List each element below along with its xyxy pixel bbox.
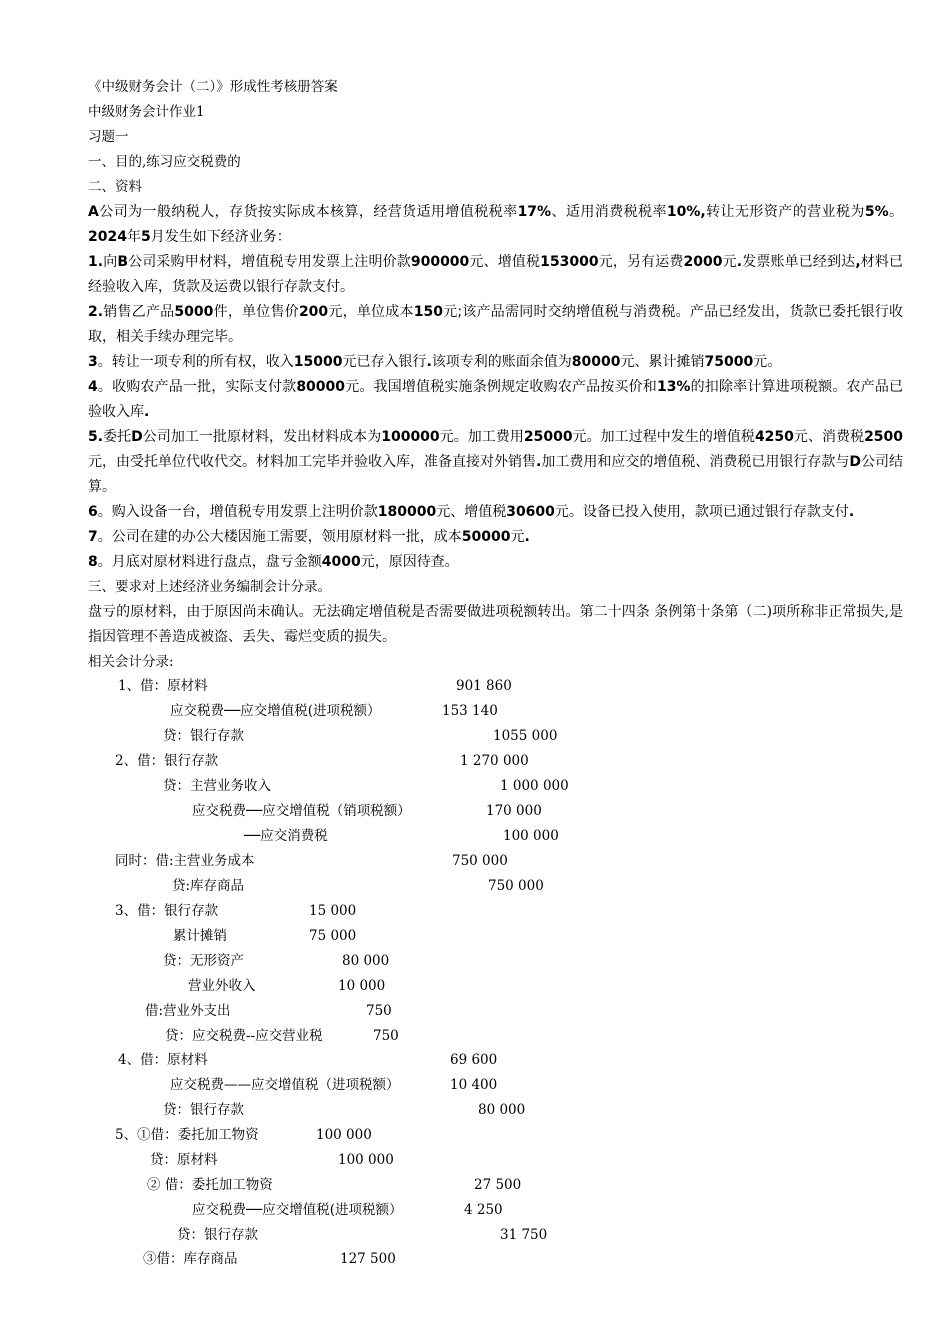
entry-5b-tax-label: 应交税费──应交增值税(进项税额） <box>192 1202 403 1218</box>
entry-5b-tax-amount: 4 250 <box>464 1202 503 1218</box>
entry-2-debit-amount: 1 270 000 <box>460 753 529 769</box>
business-item-5: 5.委托D公司加工一批原材料，发出材料成本为100000元。加工费用25000元。加工过程中发生的增值税4250元、消费税2500元，由受托单位代收代交。材料加工完毕并验收入库，准备直接对外销售.加工费用和应交的增值税、消费税已用银行存款与D公司结算。 <box>88 429 904 495</box>
entry-3-intangible-amount: 80 000 <box>342 953 390 969</box>
entry-3-debit-amount: 15 000 <box>309 903 357 919</box>
entry-2-revenue-label: 贷：主营业务收入 <box>163 778 271 794</box>
entry-1-debit-amount: 901 860 <box>456 678 512 694</box>
entry-4-debit-label: 4、借：原材料 <box>118 1052 208 1068</box>
entry-3-debit-label: 3、借：银行存款 <box>115 903 219 919</box>
entry-1-debit-label: 1、借：原材料 <box>118 678 208 694</box>
entry-4-tax-label: 应交税费——应交增值税（进项税额） <box>170 1077 400 1093</box>
entry-5a-credit-label: 贷：原材料 <box>150 1152 218 1168</box>
exercise-heading: 习题一 <box>88 129 129 145</box>
entry-1-credit-label: 贷：银行存款 <box>163 728 244 744</box>
entry-3-business-tax-label: 贷：应交税费--应交营业税 <box>165 1028 323 1044</box>
business-item-8: 8。月底对原材料进行盘点，盘亏金额4000元，原因待查。 <box>88 554 459 570</box>
entry-3-intangible-label: 贷：无形资产 <box>163 953 244 969</box>
entry-2-cost-label: 同时：借:主营业务成本 <box>115 853 255 869</box>
inventory-loss-note: 盘亏的原材料，由于原因尚未确认。无法确定增值税是否需要做进项税额转出。第二十四条 条例第十条第（二)项所称非正常损失,是指因管理不善造成被盗、丢失、霉烂变质的损失。 <box>88 604 903 645</box>
entry-2-inventory-label: 贷:库存商品 <box>172 878 245 894</box>
entry-4-credit-label: 贷：银行存款 <box>163 1102 244 1118</box>
entry-4-credit-amount: 80 000 <box>478 1102 526 1118</box>
materials-intro: A公司为一般纳税人，存货按实际成本核算，经营货适用增值税税率17%、适用消费税税率10%,转让无形资产的营业税为5%。2024年5月发生如下经济业务： <box>88 204 904 245</box>
entry-5b-credit-label: 贷：银行存款 <box>177 1227 258 1243</box>
entry-3-nonop-expense-label: 借:营业外支出 <box>145 1003 231 1019</box>
entry-3-nonop-income-label: 营业外收入 <box>188 978 256 994</box>
entry-3-nonop-income-amount: 10 000 <box>338 978 386 994</box>
requirement-heading: 三、要求对上述经济业务编制会计分录。 <box>88 579 331 595</box>
entry-3-amortization-label: 累计摊销 <box>173 928 227 944</box>
entry-5a-credit-amount: 100 000 <box>338 1152 394 1168</box>
entry-1-credit-amount: 1055 000 <box>493 728 558 744</box>
entry-2-cost-amount: 750 000 <box>452 853 508 869</box>
entry-2-debit-label: 2、借：银行存款 <box>115 753 219 769</box>
entry-5a-debit-label: 5、①借：委托加工物资 <box>115 1127 259 1143</box>
purpose-heading: 一、目的,练习应交税费的 <box>88 154 241 170</box>
entry-5b-credit-amount: 31 750 <box>500 1227 548 1243</box>
entry-5a-debit-amount: 100 000 <box>316 1127 372 1143</box>
entry-5c-debit-amount: 127 500 <box>340 1251 396 1267</box>
entry-3-amortization-amount: 75 000 <box>309 928 357 944</box>
entry-2-inventory-amount: 750 000 <box>488 878 544 894</box>
entry-2-vat-amount: 170 000 <box>486 803 542 819</box>
assignment-heading: 中级财务会计作业1 <box>88 104 205 120</box>
entry-1-tax-label: 应交税费──应交增值税(进项税额） <box>170 703 381 719</box>
entry-2-excise-amount: 100 000 <box>503 828 559 844</box>
entry-3-nonop-expense-amount: 750 <box>366 1003 392 1019</box>
entry-3-business-tax-amount: 750 <box>373 1028 399 1044</box>
entry-5b-debit-label: ② 借：委托加工物资 <box>147 1177 273 1193</box>
business-item-6: 6。购入设备一台，增值税专用发票上注明价款180000元、增值税30600元。设备已投入使用，款项已通过银行存款支付. <box>88 504 855 520</box>
business-item-3: 3。转让一项专利的所有权，收入15000元已存入银行.该项专利的账面余值为80000元、累计摊销75000元。 <box>88 354 782 370</box>
entries-heading: 相关会计分录: <box>88 654 174 670</box>
entry-2-vat-label: 应交税费──应交增值税（销项税额） <box>192 803 411 819</box>
business-item-7: 7。公司在建的办公大楼因施工需要，领用原材料一批，成本50000元. <box>88 529 530 545</box>
entry-5b-debit-amount: 27 500 <box>474 1177 522 1193</box>
business-item-2: 2.销售乙产品5000件，单位售价200元，单位成本150元;该产品需同时交纳增值税与消费税。产品已经发出，货款已委托银行收取，相关手续办理完毕。 <box>88 304 904 345</box>
entry-1-tax-amount: 153 140 <box>442 703 498 719</box>
business-item-1: 1.向B公司采购甲材料，增值税专用发票上注明价款900000元、增值税153000元，另有运费2000元.发票账单已经到达,材料已经验收入库，货款及运费以银行存款支付。 <box>88 254 904 295</box>
document-title: 《中级财务会计（二）》形成性考核册答案 <box>88 79 338 95</box>
entry-4-tax-amount: 10 400 <box>450 1077 498 1093</box>
entry-2-excise-label: ──应交消费税 <box>244 828 328 844</box>
entry-2-revenue-amount: 1 000 000 <box>500 778 569 794</box>
entry-4-debit-amount: 69 600 <box>450 1052 498 1068</box>
materials-heading: 二、资料 <box>88 179 142 195</box>
entry-5c-debit-label: ③借：库存商品 <box>143 1251 238 1267</box>
business-item-4: 4。收购农产品一批，实际支付款80000元。我国增值税实施条例规定收购农产品按买价和13%的扣除率计算进项税额。农产品已验收入库. <box>88 379 904 420</box>
